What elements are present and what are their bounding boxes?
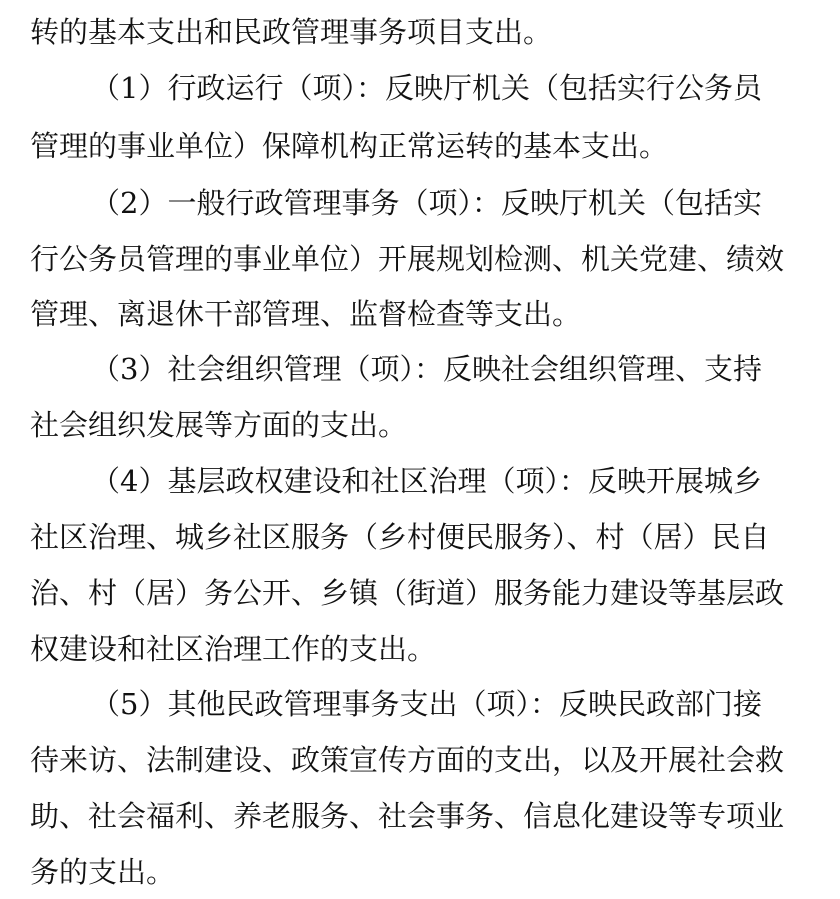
text-line: 转的基本支出和民政管理事务项目支出。	[30, 15, 553, 49]
text-line: 待来访、法制建设、政策宣传方面的支出，以及开展社会救	[30, 743, 785, 777]
text-line: 务的支出。	[30, 855, 176, 889]
text-line: 管理的事业单位）保障机构正常运转的基本支出。	[30, 129, 669, 163]
paragraph-5-start: （5）其他民政管理事务支出（项）：反映民政部门接	[91, 687, 762, 721]
text-line: 社会组织发展等方面的支出。	[30, 408, 408, 442]
paragraph-4-start: （4）基层政权建设和社区治理（项）：反映开展城乡	[91, 464, 762, 498]
text-line: 治、村（居）务公开、乡镇（街道）服务能力建设等基层政	[30, 576, 785, 610]
text-line: 管理、离退休干部管理、监督检查等支出。	[30, 297, 582, 331]
text-line: 行公务员管理的事业单位）开展规划检测、机关党建、绩效	[30, 242, 785, 276]
paragraph-1-start: （1）行政运行（项）：反映厅机关（包括实行公务员	[91, 71, 762, 105]
text-line: 权建设和社区治理工作的支出。	[30, 632, 437, 666]
paragraph-3-start: （3）社会组织管理（项）：反映社会组织管理、支持	[91, 352, 762, 386]
text-line: 社区治理、城乡社区服务（乡村便民服务）、村（居）民自	[30, 520, 770, 554]
text-line: 助、社会福利、养老服务、社会事务、信息化建设等专项业	[30, 799, 785, 833]
paragraph-2-start: （2）一般行政管理事务（项）：反映厅机关（包括实	[91, 186, 762, 220]
